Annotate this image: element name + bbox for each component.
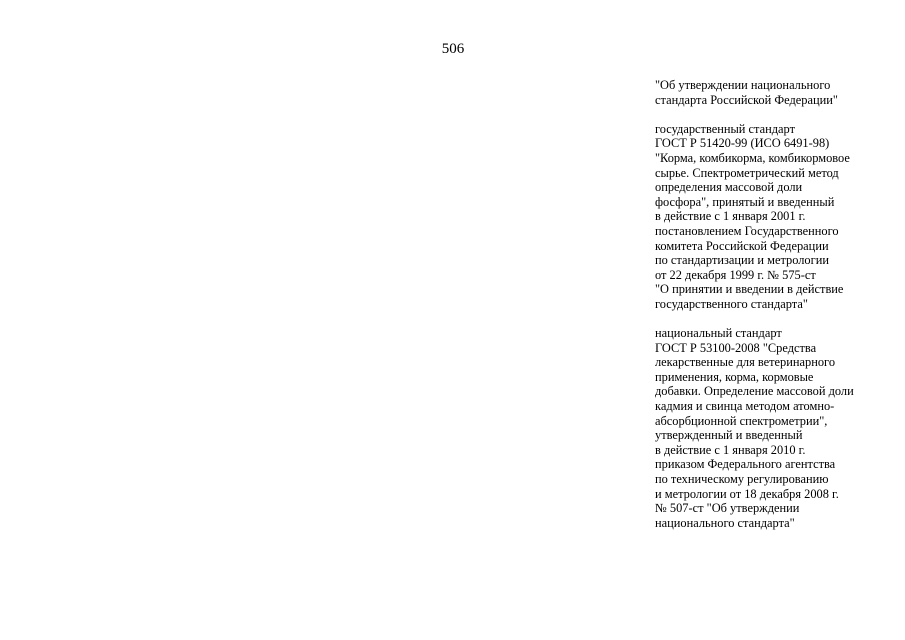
text-line: "Об утверждении национального: [655, 78, 831, 92]
text-line: кадмия и свинца методом атомно-: [655, 399, 835, 414]
text-line: ГОСТ Р 53100-2008 "Средства: [655, 340, 817, 355]
text-line: применения, корма, кормовые: [655, 369, 814, 384]
text-line: в действие с 1 января 2001 г.: [655, 209, 806, 224]
text-block-intro: [655, 78, 900, 107]
text-line: "О принятии и введении в действие: [655, 282, 844, 297]
text-line: добавки. Определение массовой доли: [655, 384, 854, 399]
text-line: приказом Федерального агентства: [655, 457, 836, 472]
text-line: по стандартизации и метрологии: [655, 253, 829, 268]
text-line: государственного стандарта": [655, 296, 808, 311]
text-line: ГОСТ Р 51420-99 (ИСО 6491-98): [655, 136, 830, 151]
text-line: сырье. Спектрометрический метод: [655, 165, 839, 180]
text-line: постановлением Государственного: [655, 223, 839, 238]
text-line: фосфора", принятый и введенный: [655, 194, 835, 209]
text-line: и метрологии от 18 декабря 2008 г.: [655, 486, 839, 501]
text-line: в действие с 1 января 2010 г.: [655, 442, 806, 457]
text-line: от 22 декабря 1999 г. № 575-ст: [655, 267, 816, 282]
document-text-column: [655, 78, 900, 530]
text-line: комитета Российской Федерации: [655, 238, 829, 253]
text-line: по техническому регулированию: [655, 472, 829, 487]
text-line: № 507-ст "Об утверждении: [655, 501, 800, 516]
text-line: утвержденный и введенный: [655, 428, 803, 443]
text-block-gost-51420: [655, 122, 900, 312]
text-line: определения массовой доли: [655, 180, 803, 195]
text-line: национального стандарта": [655, 515, 795, 530]
text-line: стандарта Российской Федерации": [655, 92, 838, 107]
text-line: государственный стандарт: [655, 121, 795, 136]
text-line: "Корма, комбикорма, комбикормовое: [655, 150, 850, 165]
text-line: абсорбционной спектрометрии",: [655, 413, 828, 428]
text-block-gost-53100: [655, 326, 900, 530]
text-line: лекарственные для ветеринарного: [655, 355, 836, 370]
page-number: 506: [441, 41, 465, 57]
text-line: национальный стандарт: [655, 326, 782, 341]
